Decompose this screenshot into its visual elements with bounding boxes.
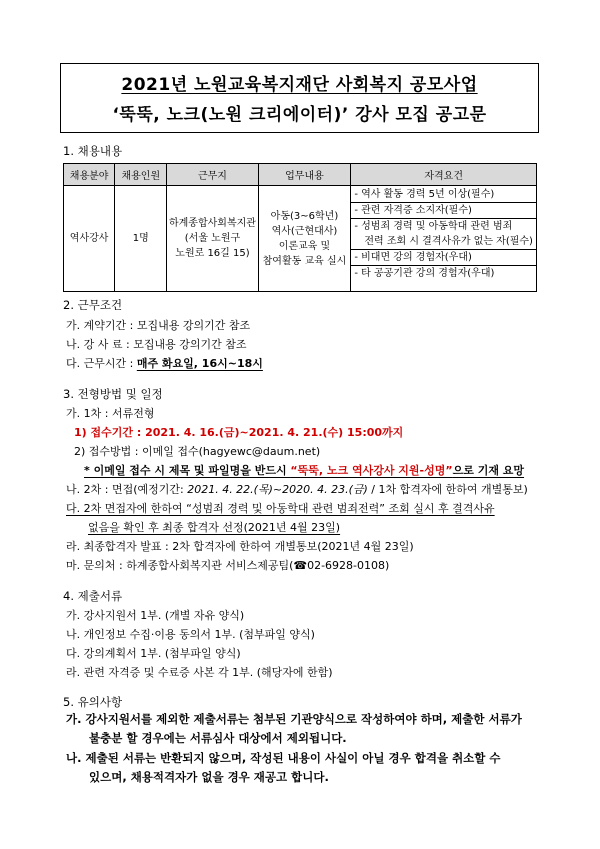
requirement-item: - 비대면 강의 경험자(우대) [351,249,536,265]
requirement-item: 전력 조회 시 결격사유가 없는 자(필수) [364,236,533,247]
duty-line: 이론교육 및 [278,240,331,252]
notice-item: 나. 제출된 서류는 반환되지 않으며, 작성된 내용이 사실이 아닐 경우 합격을 취소할 수 있으며, 채용적격자가 없을 경우 재공고 합니다. [66,751,501,784]
section-5-heading: 5. 유의사항 [63,695,123,709]
selection-first: 가. 1차 : 서류전형 [66,407,155,420]
field-cell: 역사강사 [64,186,115,292]
title-line-2: ‘뚝뚝, 노크(노원 크리에이터)’ 강사 모집 공고문 [112,105,487,125]
table-header-cell: 자격요건 [351,164,537,186]
condition-fee: 나. 강 사 료 : 모집내용 강의기간 참조 [66,338,247,351]
table-header-cell: 근무지 [167,164,258,186]
requirement-item: - 성범죄 경력 및 아동학대 관련 범죄 [351,218,536,234]
work-time: 매주 화요일, 16시~18시 [136,357,263,370]
selection-check-2: 없음을 확인 후 최종 합격자 선정(2021년 4월 23일) [88,521,341,534]
condition-contract: 가. 계약기간 : 모집내용 강의기간 참조 [66,319,251,332]
location-line: (서울 노원구 [184,233,241,244]
selection-announce: 라. 최종합격자 발표 : 2차 합격자에 한하여 개별통보(2021년 4월 23일) [66,540,414,553]
title-line-1: 2021년 노원교육복지재단 사회복지 공모사업 [121,75,478,95]
title-box [60,63,539,133]
document-item: 나. 개인정보 수집·이용 동의서 1부. (첨부파일 양식) [66,628,315,641]
notice-item: 가. 강사지원서를 제외한 제출서류는 첨부된 기관양식으로 작성하여야 하며, 제출한 서류가 불충분 할 경우에는 서류심사 대상에서 제외됩니다. [66,712,522,745]
duties-cell [258,186,351,292]
section-1-heading: 1. 채용내용 [63,144,123,158]
selection-method: 2) 접수방법 : 이메일 접수(hagyewc@daum.net) [74,445,321,458]
duty-line: 아동(3~6학년) [270,210,339,222]
section-4-heading: 4. 제출서류 [63,589,123,603]
document-item: 가. 강사지원서 1부. (개별 자유 양식) [66,609,245,622]
location-cell [167,186,258,292]
duty-line: 역사(근현대사) [271,225,338,237]
document-item: 라. 관련 자격증 및 수료증 사본 각 1부. (해당자에 한함) [66,666,333,679]
email-note: * 이메일 접수 시 제목 및 파일명을 반드시 “뚝뚝, 노크 역사강사 지원-성명”으로 기재 요망 [84,464,525,477]
selection-period: 1) 접수기간 : 2021. 4. 16.(금)~2021. 4. 21.(수) 15:00까지 [74,426,404,439]
duty-line: 참여활동 교육 실시 [262,255,347,267]
section-2-heading: 2. 근무조건 [63,298,123,312]
count-cell: 1명 [115,186,167,292]
recruitment-table [63,163,537,292]
requirement-item: - 역사 활동 경력 5년 이상(필수) [354,189,495,200]
condition-hours: 다. 근무시간 : 매주 화요일, 16시~18시 [66,357,263,370]
selection-contact: 마. 문의처 : 하계종합사회복지관 서비스제공팀(☎02-6928-0108) [66,559,390,572]
table-header-cell: 업무내용 [258,164,351,186]
table-header-cell: 채용인원 [115,164,167,186]
requirements-cell [351,186,537,292]
selection-check-1: 다. 2차 면접자에 한하여 “성범죄 경력 및 아동학대 관련 범죄전력” 조회 실시 후 결격사유 [66,502,495,515]
location-line: 노원로 16길 15) [175,248,250,259]
section-3-heading: 3. 전형방법 및 일정 [63,387,163,401]
selection-second: 나. 2차 : 면접(예정기간: 2021. 4. 22.(목)~2020. 4. 23.(금) / 1차 합격자에 한하여 개별통보) [66,483,528,496]
table-row [64,186,537,292]
location-line: 하계종합사회복지관 [168,218,256,229]
requirement-item: - 타 공공기관 강의 경험자(우대) [351,265,536,281]
document-item: 다. 강의계획서 1부. (첨부파일 양식) [66,647,241,660]
table-header-row [64,164,537,186]
table-header-cell: 채용분야 [64,164,115,186]
requirement-item: - 관련 자격증 소지자(필수) [351,202,536,218]
